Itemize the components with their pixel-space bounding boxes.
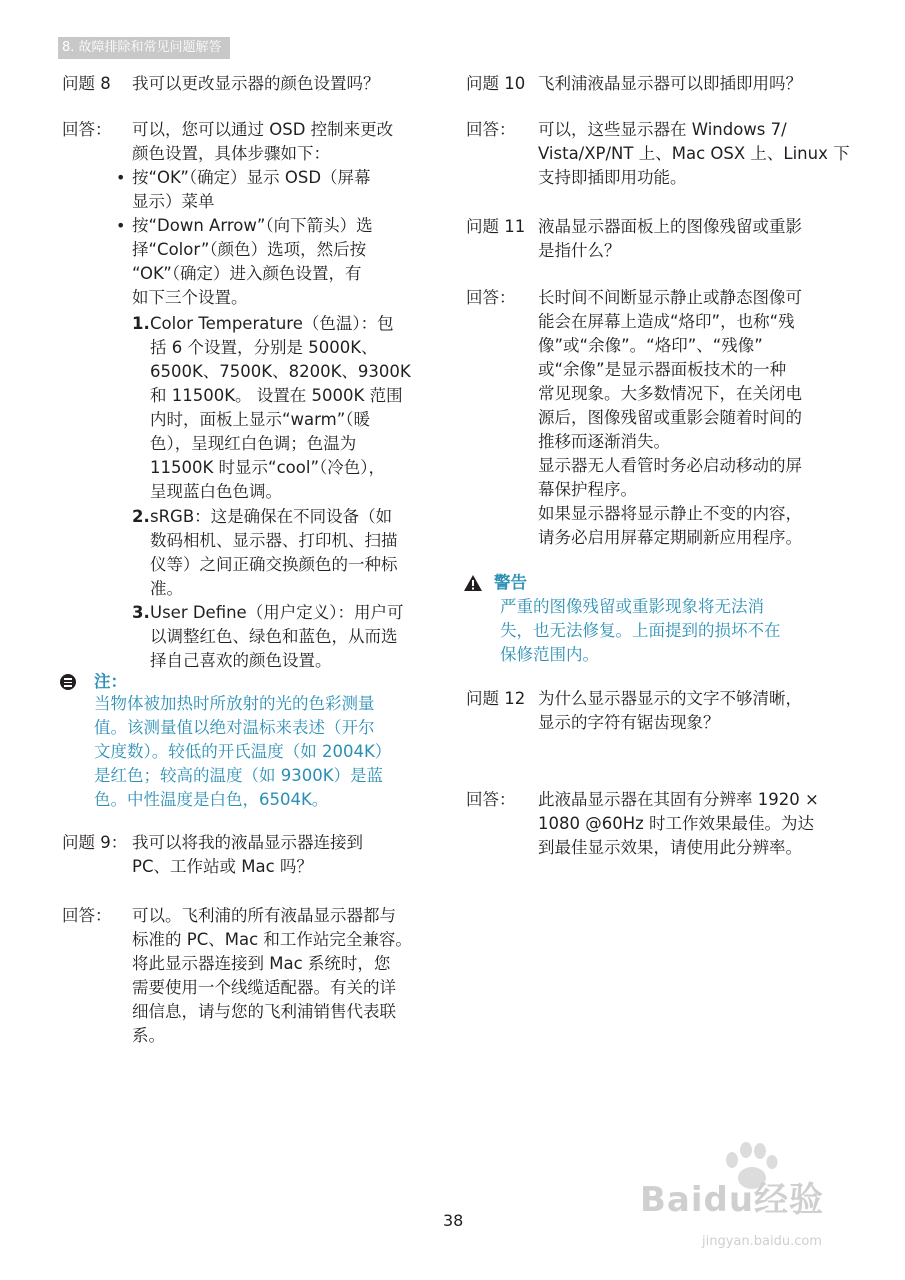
answer-9-line: 将此显示器连接到 Mac 系统时，您 bbox=[132, 954, 391, 973]
answer-11-line: 源后，图像残留或重影会随着时间的 bbox=[538, 408, 802, 427]
question-11-line: 液晶显示器面板上的图像残留或重影 bbox=[538, 217, 802, 236]
bullet-line: “OK”（确定）进入颜色设置，有 bbox=[132, 264, 362, 283]
answer-8-line: 颜色设置，具体步骤如下： bbox=[132, 144, 330, 163]
answer-12-line: 此液晶显示器在其固有分辨率 1920 × bbox=[538, 790, 819, 809]
warning-line: 保修范围内。 bbox=[500, 645, 599, 664]
answer-10-line: Vista/XP/NT 上、Mac OSX 上、Linux 下 bbox=[538, 144, 850, 163]
bullet-line: 按“OK”（确定）显示 OSD（屏幕 bbox=[132, 168, 371, 187]
numbered-line: 以调整红色、绿色和蓝色，从而选 bbox=[150, 627, 398, 646]
answer-10-line: 支持即插即用功能。 bbox=[538, 168, 687, 187]
bullet-dot: • bbox=[116, 216, 126, 235]
question-8 bbox=[62, 72, 452, 98]
answer-8-line: 可以，您可以通过 OSD 控制来更改 bbox=[132, 120, 394, 139]
answer-9-line: 标准的 PC、Mac 和工作站完全兼容。 bbox=[132, 930, 412, 949]
number-label: 1. bbox=[132, 314, 150, 333]
numbered-line: 仪等）之间正确交换颜色的一种标 bbox=[150, 555, 398, 574]
answer-12-line: 1080 @60Hz 时工作效果最佳。为达 bbox=[538, 814, 815, 833]
note-title: 注： bbox=[94, 672, 127, 691]
numbered-line: 色），呈现红白色调；色温为 bbox=[150, 434, 357, 453]
answer-10-line: 可以，这些显示器在 Windows 7/ bbox=[538, 120, 787, 139]
question-12-line: 为什么显示器显示的文字不够清晰， bbox=[538, 689, 802, 708]
answer-12 bbox=[466, 788, 866, 864]
numbered-line: 呈现蓝白色色调。 bbox=[150, 482, 282, 501]
bullet-line: 按“Down Arrow”（向下箭头）选 bbox=[132, 216, 373, 235]
numbered-line: sRGB：这是确保在不同设备（如 bbox=[150, 507, 393, 526]
answer-11-line: 像”或“余像”。“烙印”、“残像” bbox=[538, 336, 763, 355]
warning-block bbox=[463, 571, 873, 666]
question-11 bbox=[466, 215, 866, 265]
numbered-line: 内时，面板上显示“warm”（暖 bbox=[150, 410, 371, 429]
answer-9-line: 可以。飞利浦的所有液晶显示器都与 bbox=[132, 906, 396, 925]
question-9-label: 问题 9： bbox=[62, 833, 128, 852]
question-10-label: 问题 10 bbox=[466, 74, 526, 93]
note-line: 是红色；较高的温度（如 9300K）是蓝 bbox=[94, 766, 384, 785]
numbered-line: User Define（用户定义）：用户可 bbox=[150, 603, 404, 622]
answer-9-line: 需要使用一个线缆适配器。有关的详 bbox=[132, 978, 396, 997]
answer-11-line: 能会在屏幕上造成“烙印”，也称“残 bbox=[538, 312, 795, 331]
answer-9-line: 细信息，请与您的飞利浦销售代表联 bbox=[132, 1002, 396, 1021]
answer-9-label: 回答： bbox=[62, 906, 112, 925]
number-label: 2. bbox=[132, 507, 150, 526]
warning-line: 失，也无法修复。上面提到的损坏不在 bbox=[500, 621, 781, 640]
answer-11-line: 常见现象。大多数情况下，在关闭电 bbox=[538, 384, 802, 403]
numbered-line: 括 6 个设置，分别是 5000K、 bbox=[150, 338, 378, 357]
question-11-line: 是指什么？ bbox=[538, 241, 621, 260]
answer-11-line: 推移而逐渐消失。 bbox=[538, 432, 670, 451]
answer-11-line: 如果显示器将显示静止不变的内容， bbox=[538, 504, 802, 523]
numbered-line: 6500K、7500K、8200K、9300K bbox=[150, 362, 411, 381]
bullet-line: 择“Color”（颜色）选项，然后按 bbox=[132, 240, 367, 259]
answer-12-line: 到最佳显示效果，请使用此分辨率。 bbox=[538, 838, 802, 857]
bullet-line: 如下三个设置。 bbox=[132, 288, 248, 307]
answer-12-label: 回答： bbox=[466, 790, 516, 809]
answer-10 bbox=[466, 118, 866, 194]
answer-11-line: 或“余像”是显示器面板技术的一种 bbox=[538, 360, 787, 379]
note-line: 当物体被加热时所放射的光的色彩测量 bbox=[94, 694, 375, 713]
page-number: 38 bbox=[443, 1211, 464, 1230]
question-8-title: 我可以更改显示器的颜色设置吗？ bbox=[132, 74, 380, 93]
warning-icon bbox=[463, 574, 483, 592]
section-tag: 8. 故障排除和常见问题解答 bbox=[58, 37, 230, 59]
answer-9-line: 系。 bbox=[132, 1026, 165, 1045]
answer-10-label: 回答： bbox=[466, 120, 516, 139]
question-9 bbox=[62, 831, 452, 881]
answer-8-label: 回答： bbox=[62, 120, 112, 139]
question-10-title: 飞利浦液晶显示器可以即插即用吗？ bbox=[538, 74, 802, 93]
note-line: 文度数）。较低的开氏温度（如 2004K） bbox=[94, 742, 392, 761]
answer-9 bbox=[62, 904, 452, 1054]
watermark-logo: Baidu经验 bbox=[640, 1180, 825, 1220]
numbered-line: 数码相机、显示器、打印机、扫描 bbox=[150, 531, 398, 550]
answer-11-line: 请务必启用屏幕定期刷新应用程序。 bbox=[538, 528, 802, 547]
question-12-label: 问题 12 bbox=[466, 689, 526, 708]
numbered-line: 11500K 时显示“cool”（冷色）， bbox=[150, 458, 385, 477]
answer-8 bbox=[62, 118, 452, 678]
note-block bbox=[58, 670, 458, 810]
answer-11-line: 长时间不间断显示静止或静态图像可 bbox=[538, 288, 802, 307]
warning-title: 警告 bbox=[494, 573, 527, 592]
warning-line: 严重的图像残留或重影现象将无法消 bbox=[500, 597, 764, 616]
question-12-line: 显示的字符有锯齿现象？ bbox=[538, 713, 720, 732]
answer-11-line: 幕保护程序。 bbox=[538, 480, 637, 499]
answer-11 bbox=[466, 286, 866, 556]
baidu-watermark bbox=[640, 1160, 890, 1260]
numbered-line: 准。 bbox=[150, 579, 183, 598]
numbered-line: 择自己喜欢的颜色设置。 bbox=[150, 651, 332, 670]
question-9-line: 我可以将我的液晶显示器连接到 bbox=[132, 833, 363, 852]
numbered-line: 和 11500K。 设置在 5000K 范围 bbox=[150, 386, 403, 405]
question-9-line: PC、工作站或 Mac 吗？ bbox=[132, 857, 313, 876]
question-12 bbox=[466, 687, 866, 737]
bullet-line: 显示）菜单 bbox=[132, 192, 215, 211]
numbered-line: Color Temperature（色温）：包 bbox=[150, 314, 394, 333]
question-8-label: 问题 8 bbox=[62, 74, 111, 93]
note-line: 值。该测量值以绝对温标来表述（开尔 bbox=[94, 718, 375, 737]
answer-11-line: 显示器无人看管时务必启动移动的屏 bbox=[538, 456, 802, 475]
question-11-label: 问题 11 bbox=[466, 217, 526, 236]
answer-11-label: 回答： bbox=[466, 288, 516, 307]
bullet-dot: • bbox=[116, 168, 126, 187]
note-line: 色。中性温度是白色，6504K。 bbox=[94, 790, 329, 809]
note-icon bbox=[60, 674, 76, 690]
question-10 bbox=[466, 72, 866, 98]
number-label: 3. bbox=[132, 603, 150, 622]
watermark-url: jingyan.baidu.com bbox=[702, 1234, 822, 1249]
